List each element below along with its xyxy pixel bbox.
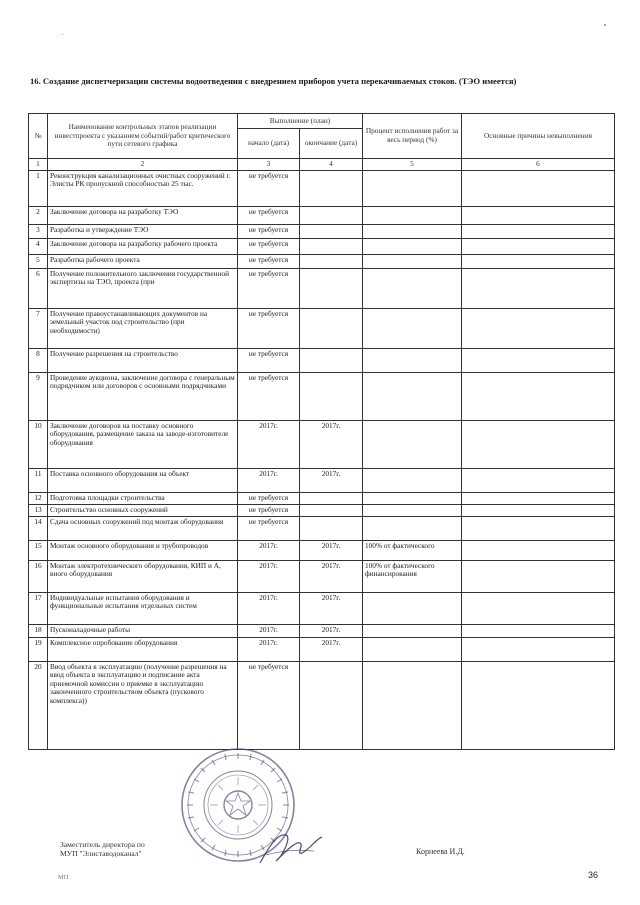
- position-line-2: МУП "Элиставодоканал": [60, 849, 142, 858]
- scan-speck: [604, 24, 606, 26]
- header-reasons: Основные причины невыполнения: [462, 114, 615, 159]
- row-percent: [363, 170, 462, 206]
- row-reason: [462, 224, 615, 238]
- row-stage-name: Пусконаладочные работы: [48, 624, 238, 637]
- table-row: [29, 661, 615, 749]
- row-end-date: 2017г.: [300, 637, 363, 661]
- row-number: 8: [29, 348, 48, 372]
- row-percent: [363, 254, 462, 268]
- row-number: 4: [29, 238, 48, 254]
- row-percent: [363, 372, 462, 420]
- row-reason: [462, 637, 615, 661]
- row-end-date: [300, 348, 363, 372]
- row-end-date: [300, 268, 363, 308]
- table-row: [29, 238, 615, 254]
- row-percent: [363, 624, 462, 637]
- row-stage-name: Заключение договора на разработку рабочего проекта: [48, 238, 238, 254]
- table-row: [29, 206, 615, 224]
- row-end-date: [300, 206, 363, 224]
- row-reason: [462, 206, 615, 224]
- row-start-date: не требуется: [238, 308, 300, 348]
- row-reason: [462, 592, 615, 624]
- row-percent: [363, 268, 462, 308]
- row-percent: [363, 206, 462, 224]
- signer-name: Корнеева И.Д.: [416, 847, 465, 856]
- row-start-date: 2017г.: [238, 420, 300, 468]
- row-stage-name: Ввод объекта в эксплуатацию (получение разрешения на ввод объекта в эксплуатацию и подписание акта приемочной комиссии о приемке в эксплуатацию законченного строительством объекта (пускового комплекса)): [48, 661, 238, 749]
- row-number: 20: [29, 661, 48, 749]
- row-percent: 100% от фактического финансирования: [363, 560, 462, 592]
- row-stage-name: Реконструкция канализационных очистных сооружений г. Элисты РК пропускной способностью 25 тыс.: [48, 170, 238, 206]
- row-end-date: [300, 170, 363, 206]
- row-number: 11: [29, 468, 48, 492]
- header-stage-name: Наименование контрольных этапов реализации инвестпроекта с указанием событий/работ критического пути сетевого графика: [48, 114, 238, 159]
- row-number: 13: [29, 504, 48, 516]
- row-start-date: не требуется: [238, 661, 300, 749]
- header-col-num: 2: [48, 159, 238, 171]
- row-start-date: не требуется: [238, 254, 300, 268]
- row-stage-name: Получение положительного заключения государственной экспертизы на ТЭО, проекта (при: [48, 268, 238, 308]
- row-stage-name: Получение разрешения на строительство: [48, 348, 238, 372]
- row-reason: [462, 372, 615, 420]
- row-end-date: [300, 224, 363, 238]
- table-row: [29, 308, 615, 348]
- row-reason: [462, 420, 615, 468]
- row-number: 16: [29, 560, 48, 592]
- row-number: 3: [29, 224, 48, 238]
- row-start-date: не требуется: [238, 206, 300, 224]
- row-percent: [363, 468, 462, 492]
- row-start-date: не требуется: [238, 238, 300, 254]
- signer-position: [60, 840, 145, 858]
- row-reason: [462, 504, 615, 516]
- header-plan: Выполнение (план): [238, 114, 363, 129]
- row-percent: 100% от фактического: [363, 540, 462, 560]
- row-end-date: [300, 372, 363, 420]
- table-row: [29, 624, 615, 637]
- table-row: [29, 348, 615, 372]
- row-reason: [462, 254, 615, 268]
- row-percent: [363, 592, 462, 624]
- row-start-date: не требуется: [238, 348, 300, 372]
- row-end-date: 2017г.: [300, 592, 363, 624]
- row-stage-name: Разработка и утверждение ТЭО: [48, 224, 238, 238]
- row-start-date: не требуется: [238, 504, 300, 516]
- seal-place-label: МП: [58, 874, 69, 881]
- row-reason: [462, 624, 615, 637]
- row-stage-name: Подготовка площадки строительства: [48, 492, 238, 504]
- row-reason: [462, 516, 615, 540]
- row-start-date: 2017г.: [238, 468, 300, 492]
- table-row: [29, 468, 615, 492]
- row-end-date: [300, 504, 363, 516]
- row-start-date: 2017г.: [238, 637, 300, 661]
- row-start-date: не требуется: [238, 516, 300, 540]
- row-stage-name: Разработка рабочего проекта: [48, 254, 238, 268]
- row-percent: [363, 420, 462, 468]
- row-end-date: [300, 308, 363, 348]
- row-stage-name: Получение правоустанавливающих документов на земельный участок под строительство (при необходимости): [48, 308, 238, 348]
- row-start-date: 2017г.: [238, 624, 300, 637]
- row-percent: [363, 504, 462, 516]
- row-end-date: 2017г.: [300, 468, 363, 492]
- row-stage-name: Заключение договоров на поставку основного оборудования, размещение заказа на заводе-изготовителе оборудования: [48, 420, 238, 468]
- header-end-date: окончание (дата): [300, 129, 363, 159]
- row-reason: [462, 468, 615, 492]
- table-row: [29, 420, 615, 468]
- row-reason: [462, 661, 615, 749]
- table-row: [29, 540, 615, 560]
- row-reason: [462, 238, 615, 254]
- row-number: 12: [29, 492, 48, 504]
- table-row: [29, 560, 615, 592]
- row-end-date: [300, 661, 363, 749]
- row-number: 1: [29, 170, 48, 206]
- row-start-date: 2017г.: [238, 592, 300, 624]
- row-percent: [363, 238, 462, 254]
- row-end-date: [300, 254, 363, 268]
- row-stage-name: Строительство основных сооружений: [48, 504, 238, 516]
- row-percent: [363, 348, 462, 372]
- row-percent: [363, 516, 462, 540]
- row-end-date: 2017г.: [300, 624, 363, 637]
- row-percent: [363, 661, 462, 749]
- row-reason: [462, 308, 615, 348]
- row-stage-name: Проведение аукциона, заключение договора с генеральным подрядчиком или договоров с основными подрядчиками: [48, 372, 238, 420]
- row-percent: [363, 492, 462, 504]
- row-stage-name: Комплексное опробование оборудования: [48, 637, 238, 661]
- row-start-date: 2017г.: [238, 540, 300, 560]
- table-row: [29, 224, 615, 238]
- table-row: [29, 492, 615, 504]
- table-row: [29, 516, 615, 540]
- row-number: 2: [29, 206, 48, 224]
- header-col-num: 1: [29, 159, 48, 171]
- table-row: [29, 268, 615, 308]
- table-row: [29, 504, 615, 516]
- row-number: 10: [29, 420, 48, 468]
- row-end-date: 2017г.: [300, 420, 363, 468]
- row-start-date: не требуется: [238, 492, 300, 504]
- header-percent: Процент исполнения работ за весь период (%): [363, 114, 462, 159]
- section-title: 16. Создание диспетчеризации системы водоотведения с внедрением приборов учета перекачиваемых стоков. (ТЭО имеется): [30, 76, 517, 86]
- header-col-num: 5: [363, 159, 462, 171]
- row-number: 19: [29, 637, 48, 661]
- row-reason: [462, 170, 615, 206]
- row-number: 18: [29, 624, 48, 637]
- row-number: 6: [29, 268, 48, 308]
- row-end-date: 2017г.: [300, 560, 363, 592]
- row-start-date: не требуется: [238, 268, 300, 308]
- header-col-num: 6: [462, 159, 615, 171]
- row-stage-name: Индивидуальные испытания оборудования и функциональные испытания отдельных систем: [48, 592, 238, 624]
- row-end-date: [300, 238, 363, 254]
- row-percent: [363, 637, 462, 661]
- row-stage-name: Монтаж электротехнического оборудования, КИП и А, вного оборудования: [48, 560, 238, 592]
- row-reason: [462, 540, 615, 560]
- row-number: 15: [29, 540, 48, 560]
- table-row: [29, 170, 615, 206]
- header-col-num: 3: [238, 159, 300, 171]
- header-col-num: 4: [300, 159, 363, 171]
- row-percent: [363, 224, 462, 238]
- table-row: [29, 592, 615, 624]
- row-reason: [462, 560, 615, 592]
- row-stage-name: Сдача основных сооружений под монтаж оборудования: [48, 516, 238, 540]
- row-reason: [462, 268, 615, 308]
- row-end-date: [300, 492, 363, 504]
- row-start-date: не требуется: [238, 170, 300, 206]
- row-reason: [462, 492, 615, 504]
- row-start-date: не требуется: [238, 224, 300, 238]
- position-line-1: Заместитель директора по: [60, 840, 145, 849]
- table-row: [29, 637, 615, 661]
- header-number: №: [29, 114, 48, 159]
- signature: [256, 825, 326, 870]
- row-stage-name: Поставка основного оборудования на объект: [48, 468, 238, 492]
- table-row: [29, 254, 615, 268]
- row-number: 17: [29, 592, 48, 624]
- scan-speck: [62, 34, 63, 35]
- row-stage-name: Заключение договора на разработку ТЭО: [48, 206, 238, 224]
- row-start-date: 2017г.: [238, 560, 300, 592]
- row-number: 14: [29, 516, 48, 540]
- milestones-table: [28, 113, 615, 750]
- row-reason: [462, 348, 615, 372]
- row-percent: [363, 308, 462, 348]
- row-start-date: не требуется: [238, 372, 300, 420]
- row-number: 7: [29, 308, 48, 348]
- row-end-date: 2017г.: [300, 540, 363, 560]
- row-end-date: [300, 516, 363, 540]
- row-stage-name: Монтаж основного оборудования и трубопроводов: [48, 540, 238, 560]
- header-start-date: начало (дата): [238, 129, 300, 159]
- table-row: [29, 372, 615, 420]
- row-number: 9: [29, 372, 48, 420]
- row-number: 5: [29, 254, 48, 268]
- page-number: 36: [588, 870, 599, 880]
